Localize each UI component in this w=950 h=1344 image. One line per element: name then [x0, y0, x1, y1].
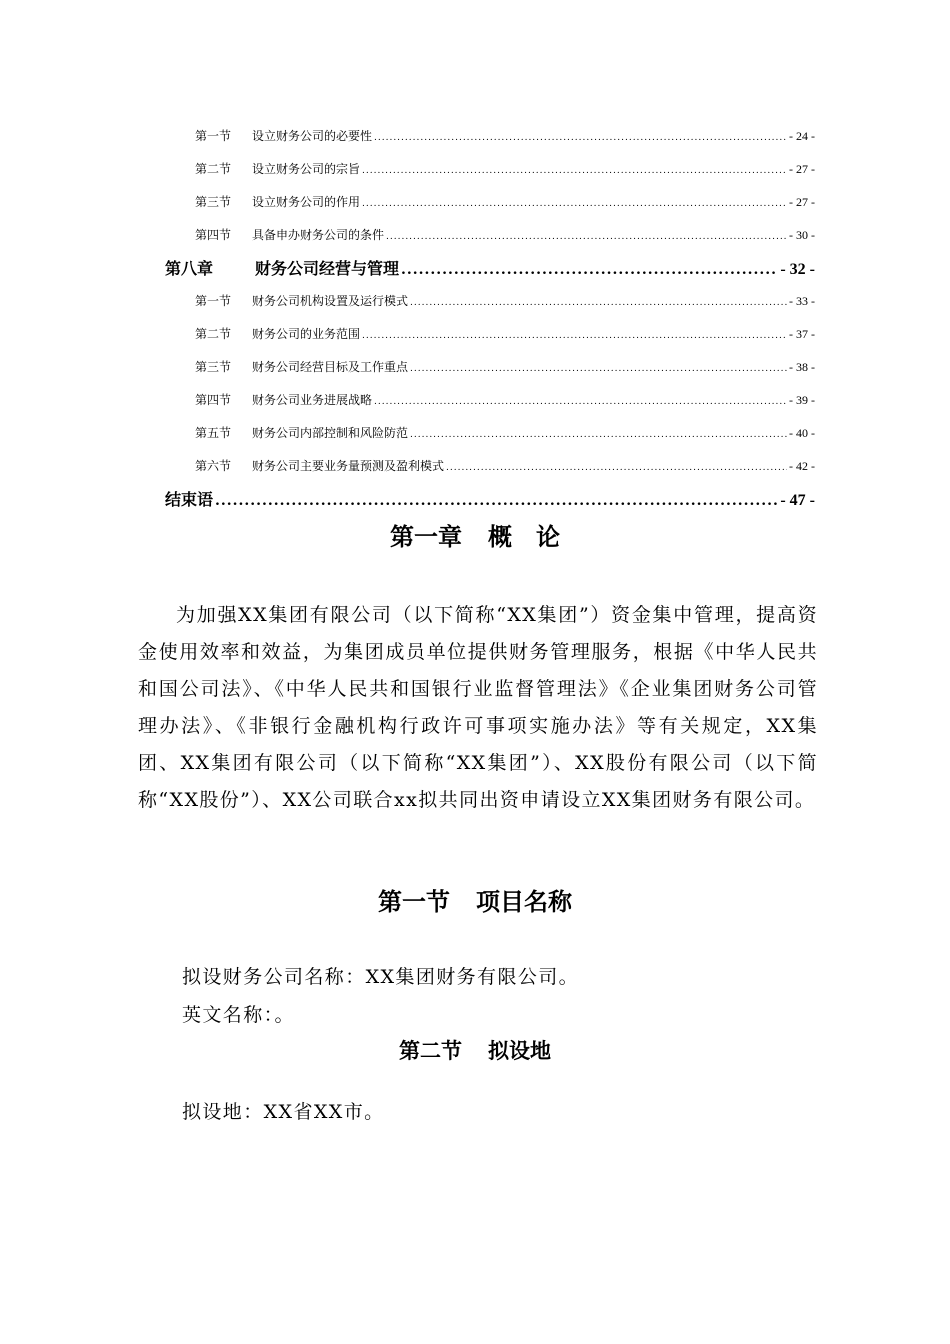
- toc-page: - 38 -: [789, 360, 815, 374]
- toc-page: - 47 -: [780, 492, 815, 509]
- toc-leader: [410, 419, 787, 452]
- toc-chapter-entry[interactable]: [165, 483, 815, 516]
- toc-number: 第四节: [195, 393, 232, 407]
- toc-page: - 33 -: [789, 294, 815, 308]
- section-number: 第二节: [399, 1038, 462, 1063]
- toc-entry[interactable]: [165, 219, 815, 252]
- chapter-number: 第一章: [390, 522, 462, 551]
- toc-entry[interactable]: [165, 153, 815, 186]
- toc-title: 财务公司内部控制和风险防范: [252, 426, 409, 440]
- toc-entry[interactable]: [165, 186, 815, 219]
- section-title: 拟设地: [488, 1038, 551, 1063]
- toc-page: - 39 -: [789, 393, 815, 407]
- toc-leader: [215, 485, 778, 518]
- toc-title: 财务公司机构设置及运行模式: [252, 294, 409, 308]
- toc-number: 第五节: [195, 426, 232, 440]
- toc-entry[interactable]: [165, 351, 815, 384]
- toc-page: - 40 -: [789, 426, 815, 440]
- toc-leader: [401, 254, 778, 287]
- toc-number: 第三节: [195, 195, 232, 209]
- toc-page: - 30 -: [789, 228, 815, 242]
- toc-title: 财务公司经营与管理: [255, 259, 400, 278]
- toc-title: 财务公司主要业务量预测及盈利模式: [252, 459, 445, 473]
- toc-leader: [362, 320, 787, 353]
- toc-page: - 27 -: [789, 195, 815, 209]
- toc-title: 具备申办财务公司的条件: [252, 228, 385, 242]
- toc-leader: [362, 155, 787, 188]
- toc-leader: [362, 188, 787, 221]
- toc-entry[interactable]: [165, 417, 815, 450]
- toc-title: 财务公司业务进展战略: [252, 393, 373, 407]
- toc-number: 第二节: [195, 162, 232, 176]
- chapter-heading: [0, 517, 950, 552]
- toc-entry[interactable]: [165, 384, 815, 417]
- company-name-line: 拟设财务公司名称：XX集团财务有限公司。: [182, 966, 580, 988]
- section-heading: [0, 882, 950, 917]
- toc-number: 第一节: [195, 129, 232, 143]
- toc-number: 第六节: [195, 459, 232, 473]
- section-heading: [0, 1035, 950, 1065]
- table-of-contents: [165, 120, 815, 516]
- toc-title: 财务公司经营目标及工作重点: [252, 360, 409, 374]
- toc-page: - 37 -: [789, 327, 815, 341]
- toc-title: 结束语: [165, 490, 214, 509]
- toc-number: 第三节: [195, 360, 232, 374]
- toc-page: - 32 -: [780, 261, 815, 278]
- toc-title: 财务公司的业务范围: [252, 327, 361, 341]
- toc-number: 第四节: [195, 228, 232, 242]
- toc-entry[interactable]: [165, 120, 815, 153]
- toc-chapter-entry[interactable]: [165, 252, 815, 285]
- toc-title: 设立财务公司的作用: [252, 195, 361, 209]
- toc-number: 第二节: [195, 327, 232, 341]
- toc-number: 第八章: [165, 259, 214, 278]
- toc-leader: [410, 353, 787, 386]
- toc-entry[interactable]: [165, 318, 815, 351]
- toc-entry[interactable]: [165, 450, 815, 483]
- toc-page: - 42 -: [789, 459, 815, 473]
- section-title: 项目名称: [476, 887, 572, 916]
- toc-leader: [386, 221, 787, 254]
- section-number: 第一节: [378, 887, 450, 916]
- toc-leader: [410, 287, 787, 320]
- toc-page: - 27 -: [789, 162, 815, 176]
- english-name-line: 英文名称：。: [182, 1004, 295, 1026]
- toc-number: 第一节: [195, 294, 232, 308]
- location-line: 拟设地：XX省XX市。: [182, 1101, 385, 1123]
- toc-title: 设立财务公司的必要性: [252, 129, 373, 143]
- toc-leader: [374, 386, 787, 419]
- toc-page: - 24 -: [789, 129, 815, 143]
- toc-leader: [446, 452, 787, 485]
- chapter-title: 概 论: [488, 522, 560, 551]
- toc-leader: [374, 122, 787, 155]
- intro-paragraph: 为加强XX集团有限公司（以下简称“XX集团”）资金集中管理，提高资金使用效率和效益，为集团成员单位提供财务管理服务，根据《中华人民共和国公司法》、《中华人民共和国银行业监督管理法》《企业集团财务公司管理办法》、《非银行金融机构行政许可事项实施办法》等有关规定，XX集团、XX集团有限公司（以下简称“XX集团”）、XX股份有限公司（以下简称“XX股份”）、XX公司联合xx拟共同出资申请设立XX集团财务有限公司。: [138, 604, 818, 811]
- toc-entry[interactable]: [165, 285, 815, 318]
- toc-title: 设立财务公司的宗旨: [252, 162, 361, 176]
